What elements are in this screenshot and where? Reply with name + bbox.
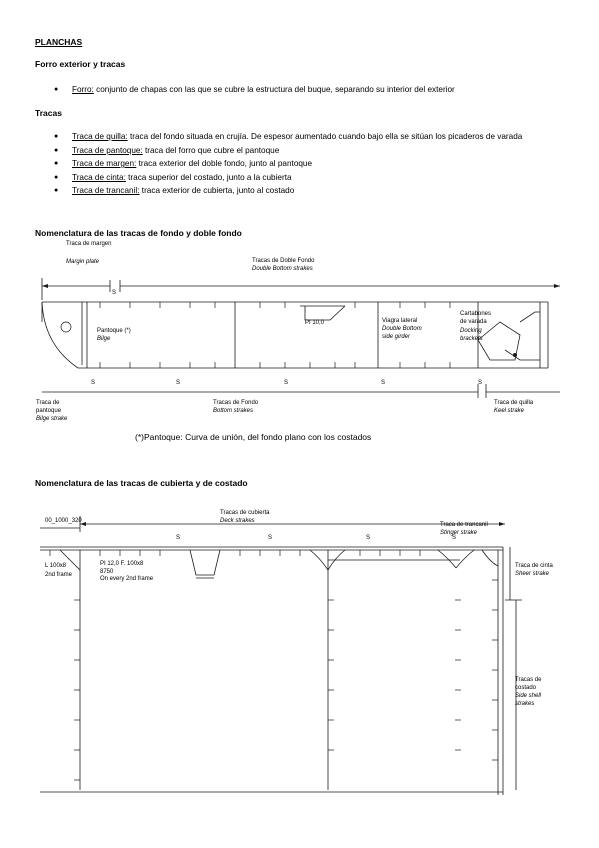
label-side-es1: Tracas de — [515, 677, 542, 683]
seam-marker: S — [366, 535, 371, 541]
label-plate-note3: On every 2nd frame — [100, 576, 154, 582]
page-title: PLANCHAS — [35, 37, 83, 47]
label-plate-note: PI 10,0 — [305, 320, 325, 326]
label-stringer-en: Stinger strake — [440, 530, 478, 536]
seam-marker: S — [91, 380, 96, 386]
definition: conjunto de chapas con las que se cubre la estructura del buque, separando su interior del exterior — [93, 85, 455, 94]
label-keel-en: Keel strake — [494, 408, 525, 414]
seam-marker: S — [478, 380, 483, 386]
term: Forro: — [72, 85, 94, 94]
term: Traca de pantoque: — [72, 145, 143, 155]
label-double-bottom-en: Double Bottom strakes — [252, 266, 313, 272]
label-deck-es: Tracas de cubierta — [220, 510, 270, 516]
term: Traca de trancanil: — [72, 186, 140, 195]
label-bilge-es2: pantoque — [36, 408, 62, 414]
label-brackets-en1: Docking — [460, 328, 482, 334]
figure1-heading: Nomenclatura de las tracas de fondo y doble fondo — [35, 228, 242, 238]
seam-marker: S — [112, 290, 117, 296]
figure2-heading: Nomenclatura de las tracas de cubierta y de costado — [35, 478, 248, 488]
label-margin-es: Traca de margen — [66, 241, 112, 247]
term: Traca de quilla: — [72, 132, 128, 141]
label-bilge-es1: Traca de — [36, 400, 60, 406]
label-pantoque-es: Pantoque (*) — [97, 328, 131, 334]
term: Traca de margen: — [72, 159, 137, 168]
label-keel-es: Traca de quilla — [494, 400, 534, 406]
label-plate-note1: PI 12,0 F. 100x8 — [100, 561, 144, 567]
label-girder-en2: side girder — [382, 334, 411, 340]
seam-marker: S — [452, 535, 457, 541]
definition: traca del fondo situada en crujía. De espesor aumentado cuando bajo ella se sitúan los picaderos de varada — [127, 132, 523, 141]
label-deck-en: Deck strakes — [220, 518, 255, 524]
seam-marker: S — [176, 380, 181, 386]
figure1-caption: (*)Pantoque: Curva de unión, del fondo plano con los costados — [135, 432, 372, 442]
label-bottom-en: Bottom strakes — [213, 408, 254, 414]
label-side-es2: costado — [515, 685, 537, 691]
label-sheer-es: Traca de cinta — [515, 563, 553, 569]
definition: traca superior del costado, junto a la cubierta — [125, 172, 292, 182]
definition: traca exterior del doble fondo, junto al pantoque — [136, 159, 313, 168]
label-side-en1: Side shell — [515, 693, 542, 699]
definition: traca exterior de cubierta, junto al costado — [139, 186, 295, 195]
label-frame-note2: 2nd frame — [45, 572, 73, 578]
seam-marker: S — [268, 535, 273, 541]
term: Traca de cinta: — [72, 172, 126, 182]
seam-marker: S — [176, 535, 181, 541]
label-girder-es: Viagra lateral — [382, 318, 418, 324]
label-dim-note: 00_1000_320 — [45, 518, 82, 524]
definition: traca del forro que cubre el pantoque — [142, 145, 280, 155]
seam-marker: S — [284, 380, 289, 386]
seam-marker: S — [381, 380, 386, 386]
section-heading-forro: Forro exterior y tracas — [35, 59, 126, 69]
label-bottom-es: Tracas de Fondo — [213, 400, 259, 406]
label-girder-en1: Double Bottom — [382, 326, 422, 332]
label-brackets-es1: Cartabones — [460, 311, 492, 317]
label-margin-en: Margin plate — [66, 259, 100, 265]
label-bilge-en: Bilge strake — [36, 416, 68, 422]
label-pantoque-en: Bilge — [97, 336, 111, 342]
label-sheer-en: Sheer strake — [515, 571, 550, 577]
label-side-en2: strakes — [515, 701, 535, 707]
label-double-bottom-es: Tracas de Doble Fondo — [252, 258, 315, 264]
label-stringer-es: Traca de trancanil — [440, 522, 488, 528]
section-heading-tracas: Tracas — [35, 108, 62, 118]
label-plate-note2: 8750 — [100, 569, 114, 575]
label-brackets-en2: brackets — [460, 336, 483, 342]
label-frame-note1: L 100x8 — [45, 563, 67, 569]
label-brackets-es2: de varada — [460, 319, 487, 325]
